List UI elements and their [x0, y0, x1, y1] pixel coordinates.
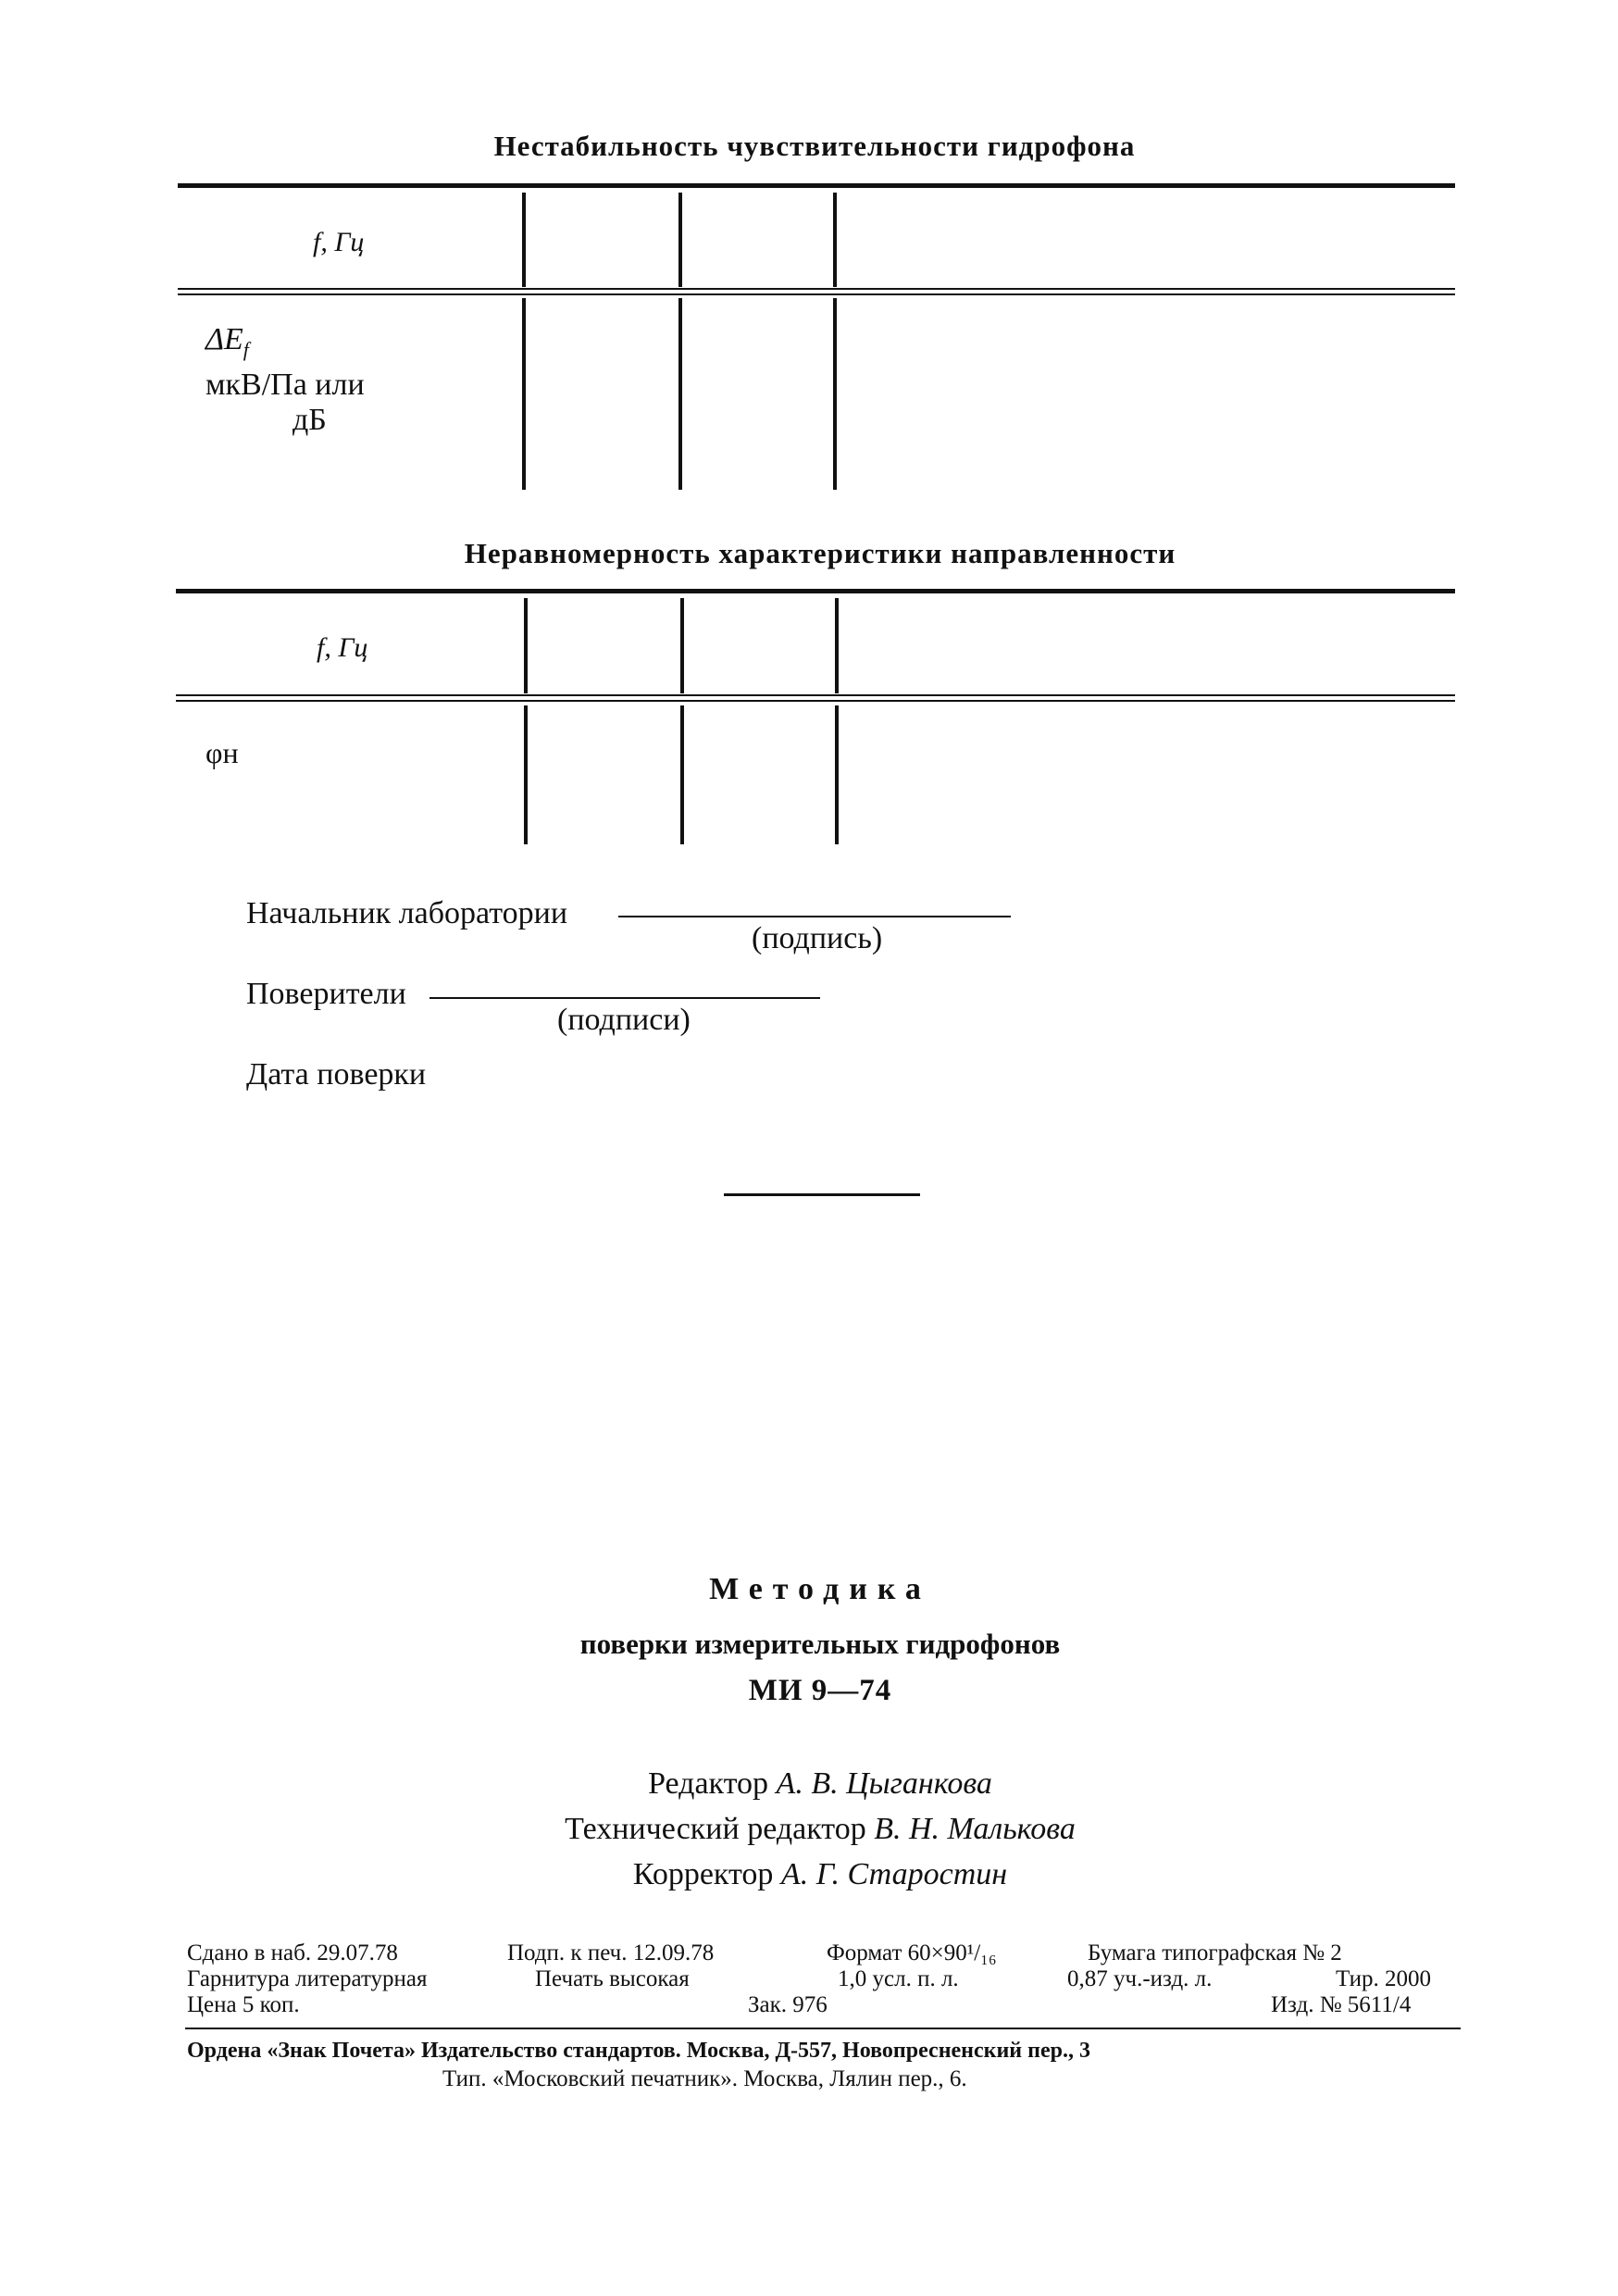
table1-title: Нестабильность чувствительности гидрофона [493, 130, 1136, 162]
table2-col-divider-2-lower [680, 705, 684, 844]
imprint-publication-number: Изд. № 5611/4 [1271, 1992, 1412, 2017]
table1-col-divider-3-lower [833, 298, 837, 490]
imprint-printer: Тип. «Московский печатник». Москва, Лялин пер., 6. [442, 2066, 967, 2091]
table1-mid-rule-b [178, 293, 1455, 295]
imprint-pub-sheets: 0,87 уч.-изд. л. [1067, 1966, 1213, 1991]
table2-mid-rule-b [176, 700, 1455, 702]
credit-editor: Редактор А. В. Цыганкова [648, 1766, 992, 1801]
verifiers-caption: (подписи) [557, 1003, 691, 1037]
table2-top-rule [176, 589, 1455, 593]
book-subtitle: поверки измерительных гидрофонов [579, 1628, 1061, 1660]
table1-mid-rule-a [178, 288, 1455, 290]
imprint-typeface: Гарнитура литературная [187, 1966, 428, 1991]
book-code: МИ 9—74 [748, 1674, 892, 1707]
table2-col-divider-3-lower [835, 705, 839, 844]
imprint-order: Зак. 976 [748, 1992, 828, 2017]
table2-mid-rule-a [176, 694, 1455, 696]
table1-col-divider-1 [522, 193, 526, 287]
imprint-signed: Подп. к печ. 12.09.78 [507, 1940, 715, 1965]
table2-frequency-label: f, Гц [317, 632, 368, 663]
table1-top-rule [178, 183, 1455, 188]
table1-col-divider-2 [678, 193, 682, 287]
imprint-print-run: Тир. 2000 [1336, 1966, 1432, 1991]
verifiers-signature-line [429, 997, 820, 999]
table1-col-divider-1-lower [522, 298, 526, 490]
lab-head-caption: (подпись) [752, 921, 883, 955]
table2-col-divider-1 [524, 598, 528, 693]
table2-col-divider-1-lower [524, 705, 528, 844]
verification-date-label: Дата поверки [246, 1057, 427, 1092]
table1-col-divider-2-lower [678, 298, 682, 490]
table2-angle-label: φн [205, 736, 239, 769]
table1-col-divider-3 [833, 193, 837, 287]
imprint-price: Цена 5 коп. [187, 1992, 300, 2017]
imprint-format: Формат 60×90¹/₁₆ [827, 1940, 997, 1965]
credit-technical-editor: Технический редактор В. Н. Малькова [565, 1812, 1076, 1846]
table1-unit-label: $\Delta E_f$ мкВ/Па или дБ [205, 322, 365, 437]
imprint-submitted: Сдано в наб. 29.07.78 [187, 1940, 398, 1965]
lab-head-signature-line [618, 916, 1011, 917]
book-title: Методика [709, 1572, 931, 1606]
lab-head-label: Начальник лаборатории [246, 896, 568, 930]
table2-title: Неравномерность характеристики направленности [464, 537, 1176, 569]
imprint-printing: Печать высокая [535, 1966, 690, 1991]
imprint-sheets: 1,0 усл. п. л. [838, 1966, 959, 1991]
credit-corrector: Корректор А. Г. Старостин [632, 1857, 1008, 1891]
imprint-publisher: Ордена «Знак Почета» Издательство стандартов. Москва, Д-557, Новопресненский пер., 3 [187, 2039, 1090, 2063]
imprint-paper: Бумага типографская № 2 [1088, 1940, 1342, 1965]
verifiers-label: Поверители [246, 977, 406, 1011]
table2-col-divider-3 [835, 598, 839, 693]
separator-rule [724, 1193, 920, 1196]
table2-col-divider-2 [680, 598, 684, 693]
table1-frequency-label: f, Гц [313, 227, 365, 257]
imprint-rule [185, 2028, 1461, 2029]
